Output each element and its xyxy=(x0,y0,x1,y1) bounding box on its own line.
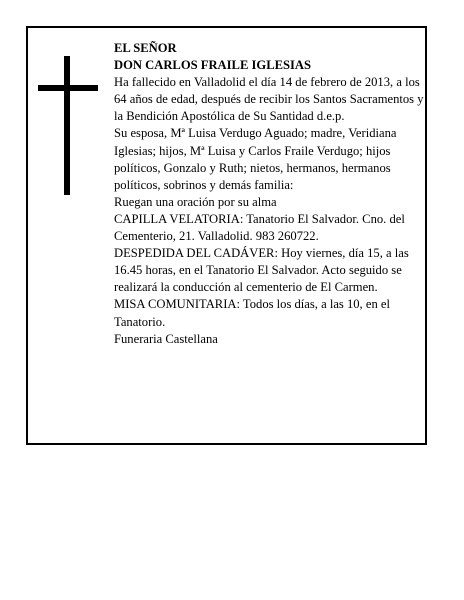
obituary-text xyxy=(114,40,426,348)
family-list: Su esposa, Mª Luisa Verdugo Aguado; madre, Veridiana Iglesias; hijos, Mª Luisa y Carlos Fraile Verdugo; hijos políticos, Gonzalo y Ruth; nietos, hermanos, hermanos políticos, sobrinos y demás familia: xyxy=(114,126,397,192)
funeral-home: Funeraria Castellana xyxy=(114,331,218,346)
cross-vertical-bar xyxy=(64,56,70,195)
death-announcement: Ha fallecido en Valladolid el día 14 de febrero de 2013, a los 64 años de edad, después de recibir los Santos Sacramentos y la Bendición Apostólica de Su Santidad d.e.p. xyxy=(114,75,424,124)
chapel-info: CAPILLA VELATORIA: Tanatorio El Salvador. Cno. del Cementerio, 21. Valladolid. 983 260722. xyxy=(114,211,405,244)
farewell-info: DESPEDIDA DEL CADÁVER: Hoy viernes, día 15, a las 16.45 horas, en el Tanatorio El Salvador. Acto seguido se realizará la conducción al cementerio de El Carmen. xyxy=(114,246,409,295)
cross-horizontal-bar xyxy=(38,85,98,91)
prayer-request: Ruegan una oración por su alma xyxy=(114,194,277,209)
obituary-title: EL SEÑOR xyxy=(114,41,177,55)
mass-info: MISA COMUNITARIA: Todos los días, a las 10, en el Tanatorio. xyxy=(114,297,390,329)
deceased-name: DON CARLOS FRAILE IGLESIAS xyxy=(114,58,311,73)
